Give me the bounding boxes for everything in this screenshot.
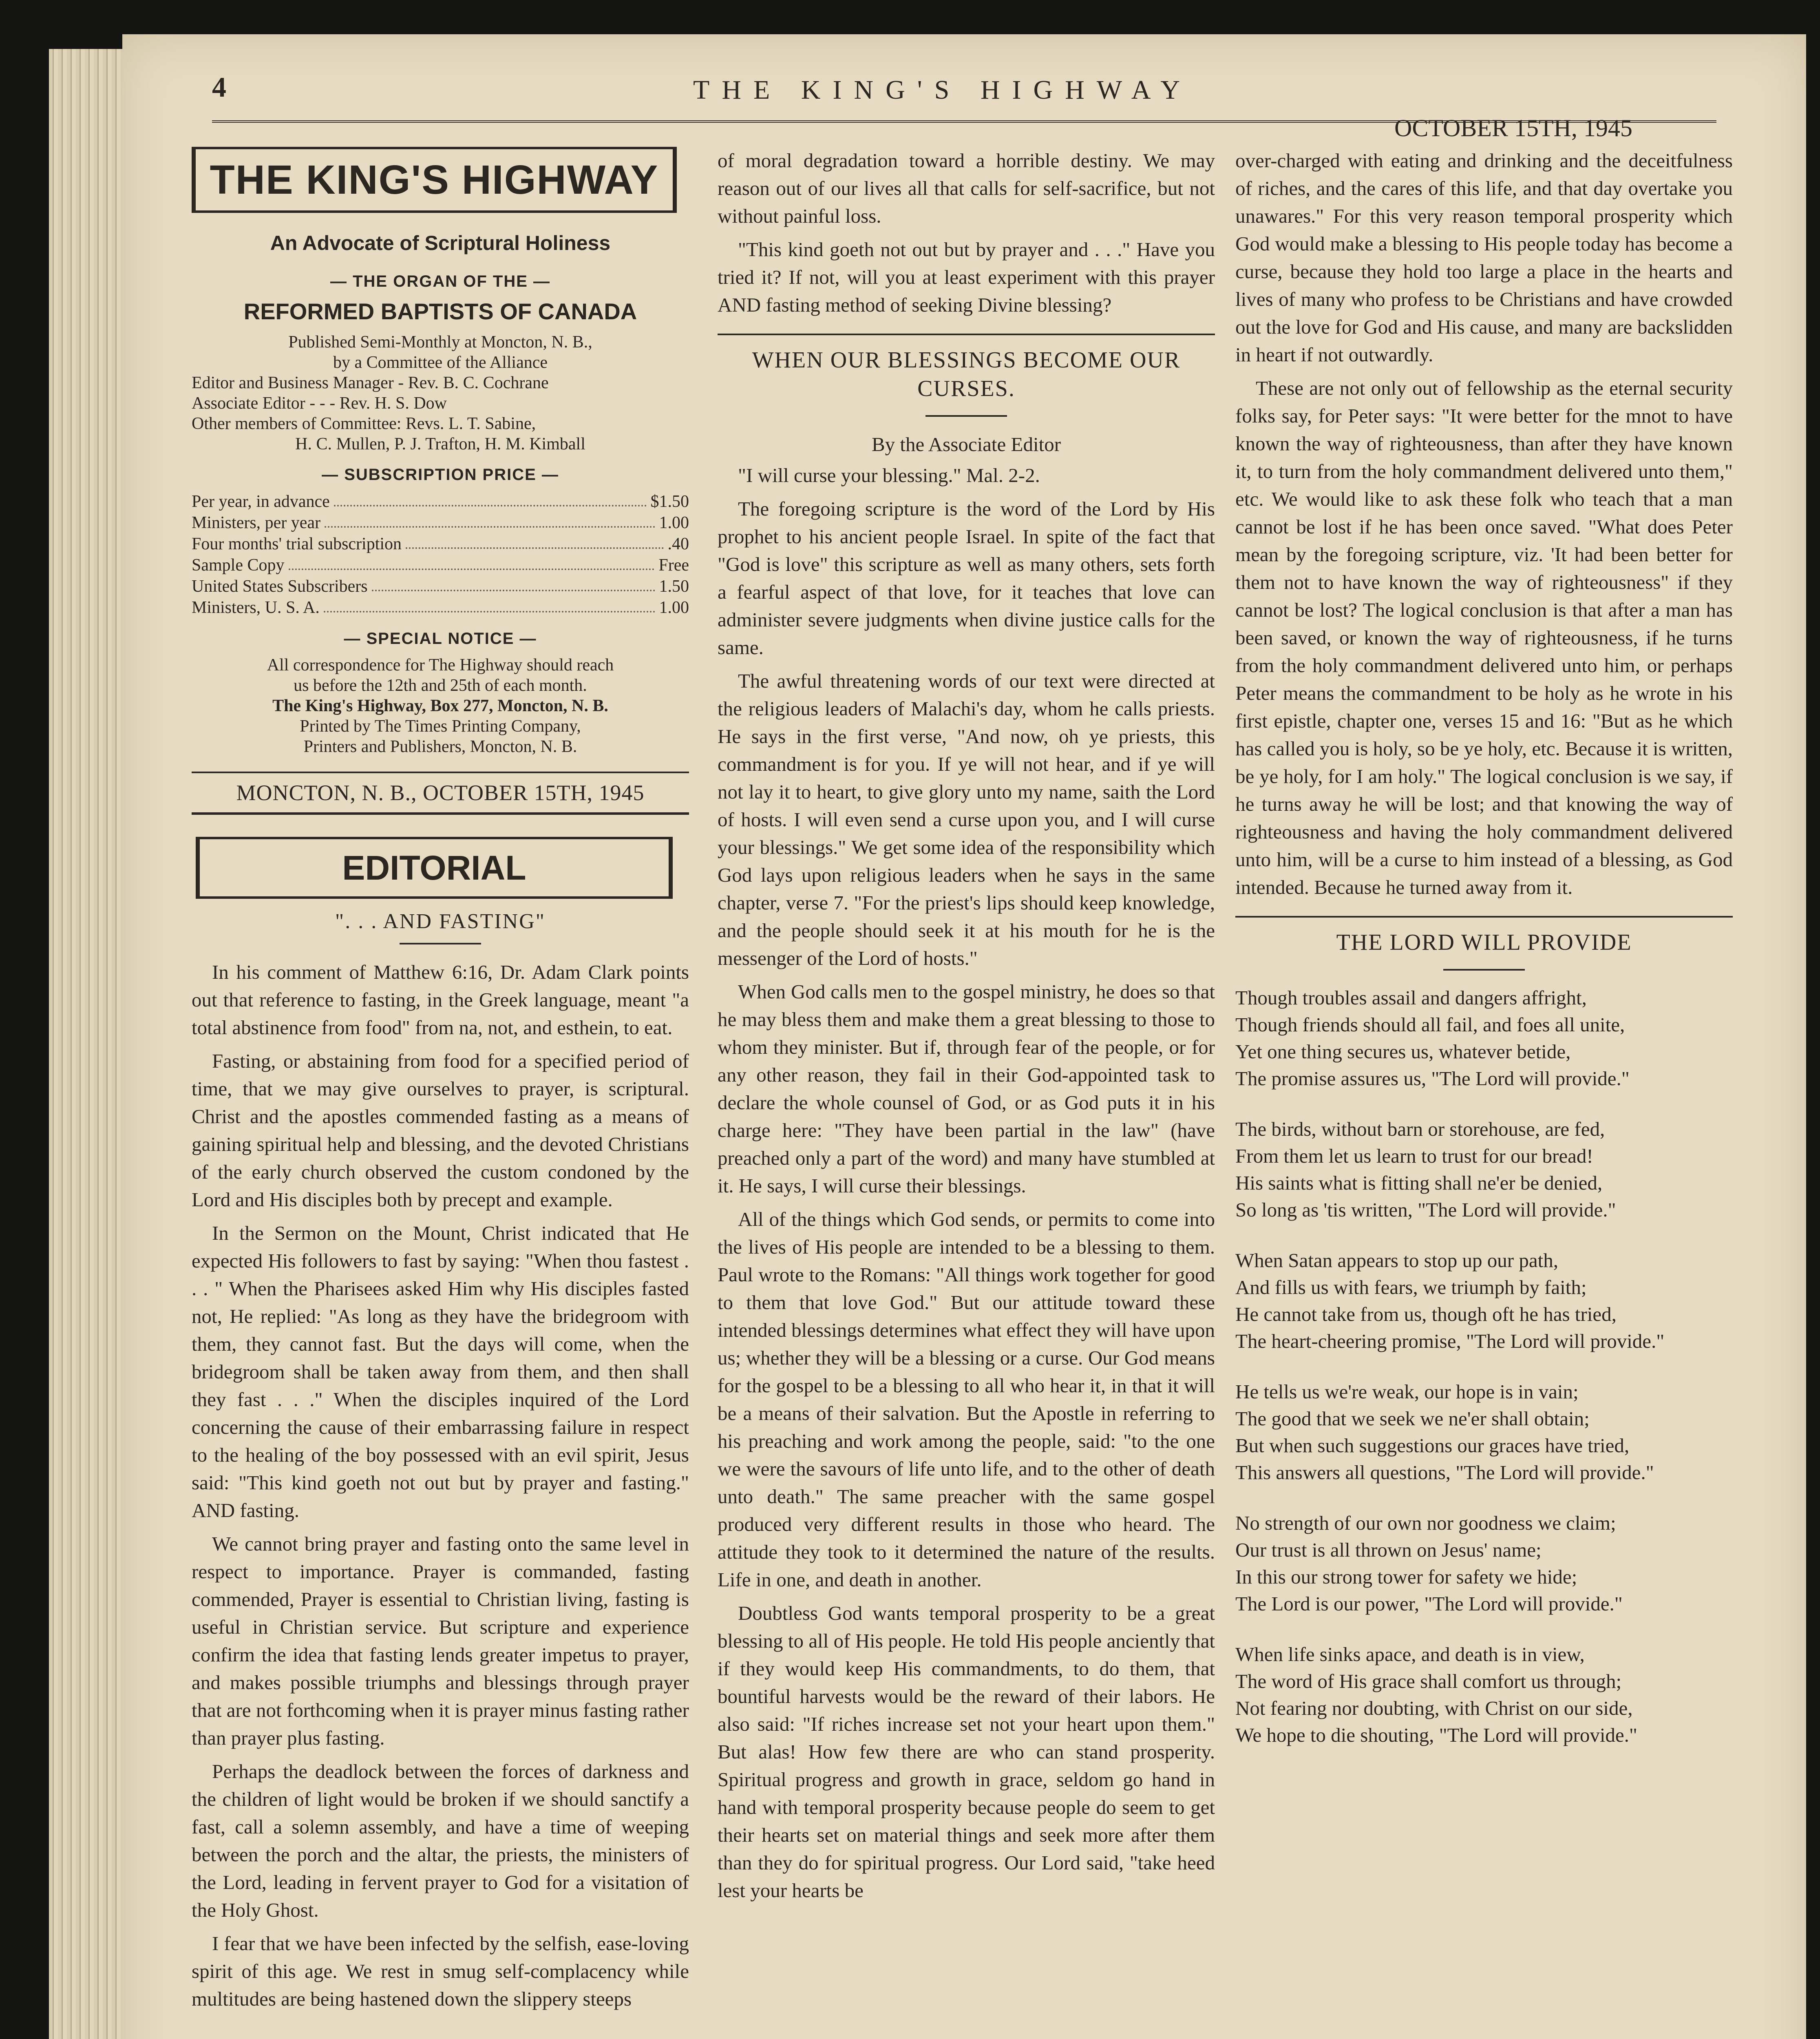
blessings-paragraph: These are not only out of fellowship as the eternal security folks say, for Peter says: "It were better for the mnot to have known the way of righteousness, than after they have known it, to turn from the holy commandment delivered unto them," etc. We would like to ask these folk who teach that a man cannot be lost if he has been once saved. "What does Peter mean by the foregoing scripture, viz. 'It had been better for them not to have known the way of righteousness" if they cannot be lost? The logical conclusion is that after a man has been saved, or known the way of righteousness, if he turns from the holy commandment delivered unto him, or perhaps Peter means the commandment to be holy as he wrote in his first epistle, chapter one, verses 15 and 16: "But as he which has called you is holy, so be ye holy, etc. Because it is written, be ye holy, for I am holy." The logical conclusion is we say, if he turns away he will be lost; and that knowing the way of righteousness and having the holy commandment delivered unto him, will be a curse to him instead of a blessing, as God intended. Because he turned away from it. xyxy=(1235,377,1733,898)
poem-line: And fills us with fears, we triumph by faith; xyxy=(1235,1276,1587,1298)
running-head xyxy=(212,71,1716,120)
printer-line: Printers and Publishers, Moncton, N. B. xyxy=(303,737,577,756)
column-1 xyxy=(192,147,689,2019)
poem-line: Though friends should all fail, and foes all unite, xyxy=(1235,1013,1625,1036)
poem-line: From them let us learn to trust for our bread! xyxy=(1235,1145,1593,1167)
published-line: by a Committee of the Alliance xyxy=(333,353,548,372)
price-row: Four months' trial subscription .40 xyxy=(192,533,689,555)
blessings-paragraph: The awful threatening words of our text were directed at the religious leaders of Malachi's day, whom he calls priests. He says in the first verse, "And now, oh ye priests, this commandment is for you. If ye will not hear, and if ye will not lay it to heart, to give glory unto my name, saith the Lord of hosts. I will even send a curse upon you, and I will curse your blessings." We get some idea of the responsibility which God lays upon religious leaders when he says in the same chapter, verse 7. "For the priest's lips should keep knowledge, and the people should seek it at his mouth for he is the messenger of the Lord of hosts." xyxy=(718,670,1215,969)
editorial-paragraph: Perhaps the deadlock between the forces of darkness and the children of light would be broken if we should sanctify a fast, call a solemn assembly, and have a time of weeping between the porch and the altar, the priests, the ministers of the Lord, leading in fervent prayer to God for a visitation of the Holy Ghost. xyxy=(192,1760,689,1921)
poem-line: In this our strong tower for safety we hide; xyxy=(1235,1566,1577,1588)
running-title: THE KING'S HIGHWAY xyxy=(693,75,1193,105)
column-2 xyxy=(718,147,1215,1910)
price-row: Ministers, per year 1.00 xyxy=(192,512,689,533)
notice-heading: — SPECIAL NOTICE — xyxy=(344,630,537,648)
editorial-label: EDITORIAL xyxy=(196,837,673,899)
poem xyxy=(1235,984,1733,1749)
staff-line: Other members of Committee: Revs. L. T. Sabine, xyxy=(192,414,536,433)
dateline: MONCTON, N. B., OCTOBER 15TH, 1945 xyxy=(192,772,689,815)
masthead-title: THE KING'S HIGHWAY xyxy=(192,147,677,213)
blessings-paragraph: When God calls men to the gospel ministry, he does so that he may bless them and make them a great blessing to those to whom they minister. But if, through fear of the people, or for any other reason, they fail in their God-appointed task to declare the whole counsel of God, or as God puts it in his charge here: "They have been partial in the law" (have preached only a part of the word) and many have stumbled at it. He says, I will curse their blessings. xyxy=(718,980,1215,1197)
blessings-paragraph: All of the things which God sends, or permits to come into the lives of His people are intended to be a blessing to them. Paul wrote to the Romans: "All things work together for good to them that love God." But our attitude toward these intended blessings determines what effect they will have upon us; whether they will be a blessing or a curse. Our God means for the gospel to be a blessing to all who hear it, in that it will be a means of their salvation. But the Apostle in referring to his preaching and work among the people, said: "to the one we were the savours of life unto life, and to the other of death unto death." The same preacher with the same gospel produced very different results in those who heard. The attitude they took to it determined the nature of the results. Life in one, and death in another. xyxy=(718,1208,1215,1591)
poem-line: We hope to die shouting, "The Lord will provide." xyxy=(1235,1724,1637,1746)
poem-stanza xyxy=(1235,1378,1733,1486)
poem-line: The birds, without barn or storehouse, are fed, xyxy=(1235,1118,1605,1140)
poem-stanza xyxy=(1235,984,1733,1092)
poem-title: THE LORD WILL PROVIDE xyxy=(1336,930,1632,955)
price-row: Per year, in advance $1.50 xyxy=(192,491,689,512)
blessings-paragraph: The foregoing scripture is the word of the Lord by His prophet to his ancient people Israel. In spite of the fact that "God is love" this scripture as well as many others, sets forth a fearful aspect of that love, for it teaches that love can administer severe judgments when divine justice calls for the same. xyxy=(718,498,1215,659)
issue-date: OCTOBER 15TH, 1945 xyxy=(1394,115,1632,142)
organ-name: REFORMED BAPTISTS OF CANADA xyxy=(243,299,637,324)
poem-line: The word of His grace shall comfort us through; xyxy=(1235,1670,1622,1692)
section-rule xyxy=(718,334,1215,335)
editorial-paragraph: Fasting, or abstaining from food for a specified period of time, that we may give ourselves to prayer, is scriptural. Christ and the apostles commended fasting as a means of gaining spiritual help and blessing, and the devoted Christians of the early church observed the custom condoned by the Lord and His disciples both by precept and example. xyxy=(192,1050,689,1211)
notice-line: us before the 12th and 25th of each month. xyxy=(294,676,587,695)
price-row: United States Subscribers 1.50 xyxy=(192,576,689,597)
poem-line: Not fearing nor doubting, with Christ on our side, xyxy=(1235,1697,1633,1719)
blessings-paragraph: over-charged with eating and drinking and the deceitfulness of riches, and the cares of this life, and that day overtake you unawares." For this very reason temporal prosperity which God would make a blessing to His people today has become a curse, because they hold too large a place in the hearts and lives of many who profess to be Christians and have crowded out the love for God and His cause, and many are backslidden in heart if not outwardly. xyxy=(1235,149,1733,366)
poem-line: He tells us we're weak, our hope is in vain; xyxy=(1235,1380,1579,1403)
title-rule xyxy=(1443,969,1525,971)
section-rule xyxy=(1235,916,1733,918)
staff-line: H. C. Mullen, P. J. Trafton, H. M. Kimball xyxy=(295,435,585,453)
poem-line: Yet one thing secures us, whatever betide, xyxy=(1235,1040,1571,1063)
poem-line: When life sinks apace, and death is in view, xyxy=(1235,1643,1585,1665)
title-rule xyxy=(925,415,1007,417)
editorial-paragraph: In the Sermon on the Mount, Christ indicated that He expected His followers to fast by saying: "When thou fastest . . . " When the Pharisees asked Him why His disciples fasted not, He replied: "As long as they have the bridegroom with them, they cannot fast. But the days will come, when the bridegroom shall be taken away from them, and then shall they fast . . ." When the disciples inquired of the Lord concerning the cause of their embarrassing failure in respect to the healing of the boy possessed with an evil spirit, Jesus said: "This kind goeth not out but by prayer and fasting." AND fasting. xyxy=(192,1222,689,1522)
notice-line: All correspondence for The Highway should reach xyxy=(267,656,614,675)
mailing-address: The King's Highway, Box 277, Moncton, N. B. xyxy=(272,697,608,715)
poem-line: No strength of our own nor goodness we claim; xyxy=(1235,1512,1616,1534)
masthead-tagline: An Advocate of Scriptural Holiness xyxy=(270,232,611,254)
poem-line: The good that we seek we ne'er shall obtain; xyxy=(1235,1407,1590,1430)
organ-label: — THE ORGAN OF THE — xyxy=(330,272,550,290)
poem-stanza xyxy=(1235,1510,1733,1617)
poem-stanza xyxy=(1235,1116,1733,1223)
blessings-byline: By the Associate Editor xyxy=(871,433,1061,456)
editorial-paragraph: We cannot bring prayer and fasting onto the same level in respect to importance. Prayer is commanded, fasting commended, Prayer is essential to Christian living, fasting is useful in Christian service. But scripture and experience confirm the idea that fasting lends greater impetus to prayer, and makes possible triumphs and blessings through prayer that are not forthcoming when it is prayer minus fasting rather than prayer plus fasting. xyxy=(192,1533,689,1749)
poem-line: His saints what is fitting shall ne'er be denied, xyxy=(1235,1172,1603,1194)
poem-line: When Satan appears to stop up our path, xyxy=(1235,1249,1558,1272)
poem-line: Though troubles assail and dangers affright, xyxy=(1235,986,1587,1009)
staff-line: Associate Editor - - - Rev. H. S. Dow xyxy=(192,394,447,413)
printer-line: Printed by The Times Printing Company, xyxy=(300,717,581,736)
price-row: Sample Copy Free xyxy=(192,555,689,576)
title-rule xyxy=(400,943,481,944)
poem-line: The heart-cheering promise, "The Lord will provide." xyxy=(1235,1330,1665,1352)
poem-line: The Lord is our power, "The Lord will provide." xyxy=(1235,1592,1623,1615)
poem-stanza xyxy=(1235,1247,1733,1355)
published-line: Published Semi-Monthly at Moncton, N. B., xyxy=(288,333,592,352)
editorial-paragraph: In his comment of Matthew 6:16, Dr. Adam Clark points out that reference to fasting, in the Greek language, meant "a total abstinence from food" from na, not, and esthein, to eat. xyxy=(192,961,689,1039)
poem-line: He cannot take from us, though oft he has tried, xyxy=(1235,1303,1617,1325)
editorial-paragraph: I fear that we have been infected by the selfish, ease-loving spirit of this age. We rest in smug self-complacency while multitudes are being hastened down the slippery steeps xyxy=(192,1932,689,2010)
subscription-heading: — SUBSCRIPTION PRICE — xyxy=(322,466,559,484)
staff-line: Editor and Business Manager - Rev. B. C. Cochrane xyxy=(192,374,549,392)
price-row: Ministers, U. S. A. 1.00 xyxy=(192,597,689,618)
column-3 xyxy=(1235,147,1733,1772)
poem-line: But when such suggestions our graces have tried, xyxy=(1235,1434,1630,1457)
blessings-paragraph: Doubtless God wants temporal prosperity to be a great blessing to all of His people. He told His people anciently that if they would keep His commandments, to do them, that bountiful harvests would be the reward of their labors. He also said: "If riches increase set not your heart upon them." But alas! How few there are who can stand prosperity. Spiritual progress and growth in grace, seldom go hand in hand with temporal prosperity because people do seem to get their hearts set on material things and seek more after them than they do for spiritual progress. Our Lord said, "take heed lest your hearts be xyxy=(718,1602,1215,1902)
poem-line: So long as 'tis written, "The Lord will provide." xyxy=(1235,1199,1616,1221)
page-number: 4 xyxy=(212,72,226,103)
poem-line: The promise assures us, "The Lord will provide." xyxy=(1235,1067,1630,1090)
poem-stanza xyxy=(1235,1641,1733,1749)
editorial-paragraph: of moral degradation toward a horrible destiny. We may reason out of our lives all that calls for self-sacrifice, but not without painful loss. xyxy=(718,149,1215,227)
blessings-title: WHEN OUR BLESSINGS BECOME OUR CURSES. xyxy=(752,347,1181,401)
editorial-paragraph: "This kind goeth not out but by prayer and . . ." Have you tried it? If not, will you at least experiment with this prayer AND fasting method of seeking Divine blessing? xyxy=(718,238,1215,316)
blessings-paragraph: "I will curse your blessing." Mal. 2-2. xyxy=(738,464,1040,487)
editorial-title: ". . . AND FASTING" xyxy=(335,910,546,933)
poem-line: Our trust is all thrown on Jesus' name; xyxy=(1235,1539,1542,1561)
poem-line: This answers all questions, "The Lord will provide." xyxy=(1235,1461,1654,1484)
